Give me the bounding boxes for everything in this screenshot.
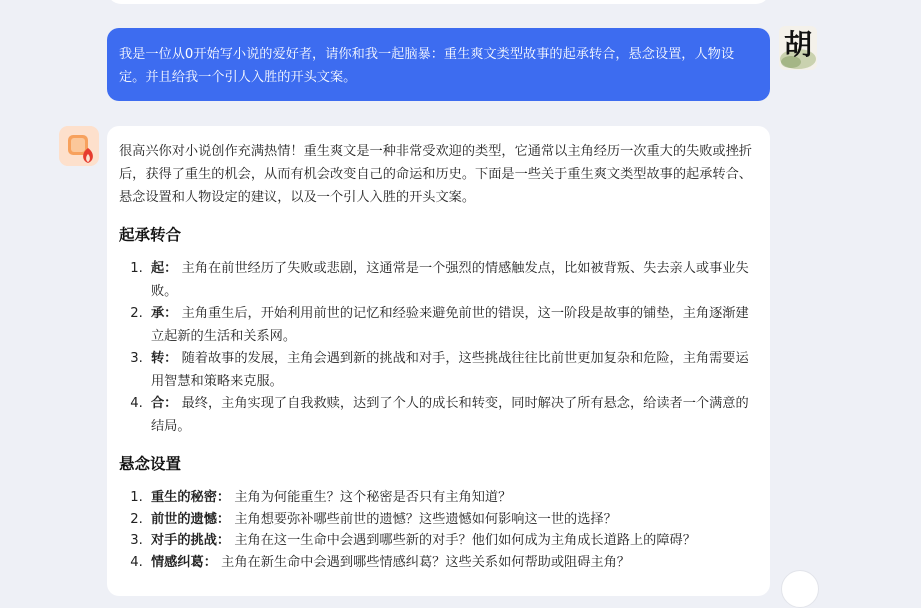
list-item <box>147 552 758 574</box>
list-item-term: 合： <box>151 396 178 411</box>
list-item-term: 起： <box>151 261 178 276</box>
list-item <box>147 348 758 393</box>
user-avatar[interactable] <box>779 26 817 70</box>
list-item-term: 情感纠葛： <box>151 554 217 570</box>
previous-message-card <box>107 0 770 4</box>
list-item <box>147 509 758 531</box>
user-avatar-char: 胡 <box>783 28 813 61</box>
list-item <box>147 393 758 438</box>
list-item-text: 主角想要弥补哪些前世的遗憾？这些遗憾如何影响这一世的选择？ <box>234 511 617 527</box>
assistant-message-card <box>107 126 770 596</box>
section-heading-structure: 起承转合 <box>119 226 182 244</box>
scroll-down-button[interactable] <box>781 570 819 608</box>
flame-logo-icon <box>59 126 99 166</box>
list-item <box>147 303 758 348</box>
user-avatar-image <box>779 26 817 70</box>
list-item-text: 主角在这一生命中会遇到哪些新的对手？他们如何成为主角成长道路上的障碍？ <box>234 533 696 548</box>
section-heading-suspense: 悬念设置 <box>119 455 182 473</box>
structure-list <box>119 258 758 438</box>
user-message-text: 我是一位从0开始写小说的爱好者，请你和我一起脑暴：重生爽文类型故事的起承转合，悬念设置，人物设定。并且给我一个引人入胜的开头文案。 <box>119 47 735 85</box>
assistant-intro: 很高兴你对小说创作充满热情！重生爽文是一种非常受欢迎的类型，它通常以主角经历一次重大的失败或挫折后，获得了重生的机会，从而有机会改变自己的命运和历史。下面是一些关于重生爽文类型故事的起承转合、悬念设置和人物设定的建议，以及一个引人入胜的开头文案。 <box>119 144 752 205</box>
list-item-text: 最终，主角实现了自我救赎，达到了个人的成长和转变，同时解决了所有悬念，给读者一个满意的结局。 <box>151 396 749 434</box>
list-item-term: 对手的挑战： <box>151 533 231 548</box>
list-item-term: 重生的秘密： <box>151 490 231 505</box>
user-message-bubble <box>107 28 770 101</box>
list-item-term: 转： <box>151 351 178 366</box>
suspense-list <box>119 487 758 573</box>
list-item <box>147 530 758 552</box>
list-item-text: 主角在前世经历了失败或悲剧，这通常是一个强烈的情感触发点，比如被背叛、失去亲人或事业失败。 <box>151 261 749 299</box>
list-item-text: 随着故事的发展，主角会遇到新的挑战和对手，这些挑战往往比前世更加复杂和危险，主角需要运用智慧和策略来克服。 <box>151 351 749 389</box>
list-item <box>147 487 758 509</box>
assistant-avatar <box>59 126 99 166</box>
list-item-text: 主角重生后，开始利用前世的记忆和经验来避免前世的错误，这一阶段是故事的铺垫，主角逐渐建立起新的生活和关系网。 <box>151 306 749 344</box>
list-item-term: 前世的遗憾： <box>151 511 231 527</box>
list-item-term: 承： <box>151 306 178 321</box>
list-item <box>147 258 758 303</box>
list-item-text: 主角为何能重生？这个秘密是否只有主角知道？ <box>234 490 512 505</box>
list-item-text: 主角在新生命中会遇到哪些情感纠葛？这些关系如何帮助或阻碍主角？ <box>221 554 630 570</box>
